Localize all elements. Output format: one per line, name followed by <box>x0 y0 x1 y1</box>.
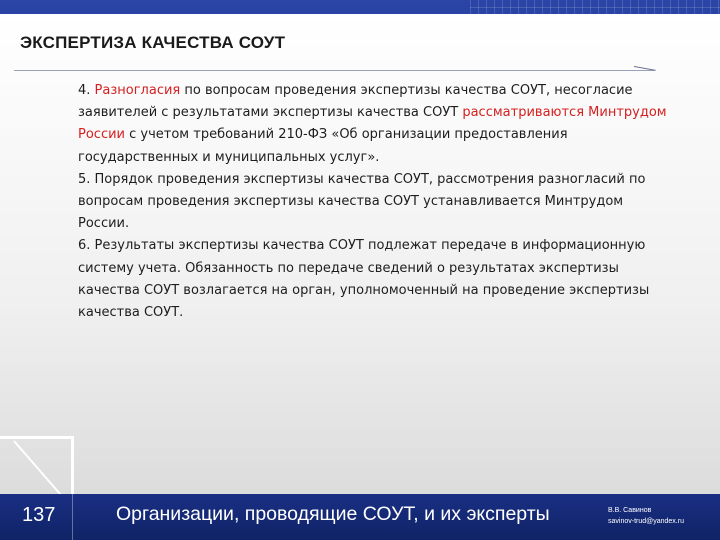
author-name: В.В. Савинов <box>608 507 652 514</box>
slide-body <box>78 80 678 324</box>
highlight-ministry: рассматриваются Минтрудом России <box>78 105 667 143</box>
footer-section-title: Организации, проводящие СОУТ, и их эксперты <box>116 503 550 525</box>
paragraph-5: 5. Порядок проведения экспертизы качества СОУТ, рассмотрения разногласий по вопросам проведения экспертизы качества СОУТ устанавливается Минтрудом России. <box>78 171 646 232</box>
paragraph-4-number: 4. <box>78 83 95 98</box>
paragraph-4-text-1: по вопросам проведения экспертизы качества СОУТ, несогласие заявителей с результатами экспертизы качества СОУТ <box>78 83 633 121</box>
title-divider <box>14 70 654 71</box>
paragraph-4-text-2: с учетом требований 210-ФЗ «Об организации предоставления государственных и муниципальных услуг». <box>78 127 568 165</box>
slide-title: ЭКСПЕРТИЗА КАЧЕСТВА СОУТ <box>20 33 286 52</box>
footer-separator <box>72 494 73 540</box>
paragraph-4 <box>78 80 678 169</box>
page-number: 137 <box>22 504 56 526</box>
paragraph-6: 6. Результаты экспертизы качества СОУТ подлежат передаче в информационную систему учета. Обязанность по передаче сведений о результатах экспертизы качества СОУТ возлагается на орган, уполномоченный на проведение экспертизы качества СОУТ. <box>78 238 650 321</box>
highlight-disagreements: Разногласия <box>94 83 181 98</box>
author-email: savinov-trud@yandex.ru <box>608 518 684 525</box>
author-info <box>608 505 684 527</box>
